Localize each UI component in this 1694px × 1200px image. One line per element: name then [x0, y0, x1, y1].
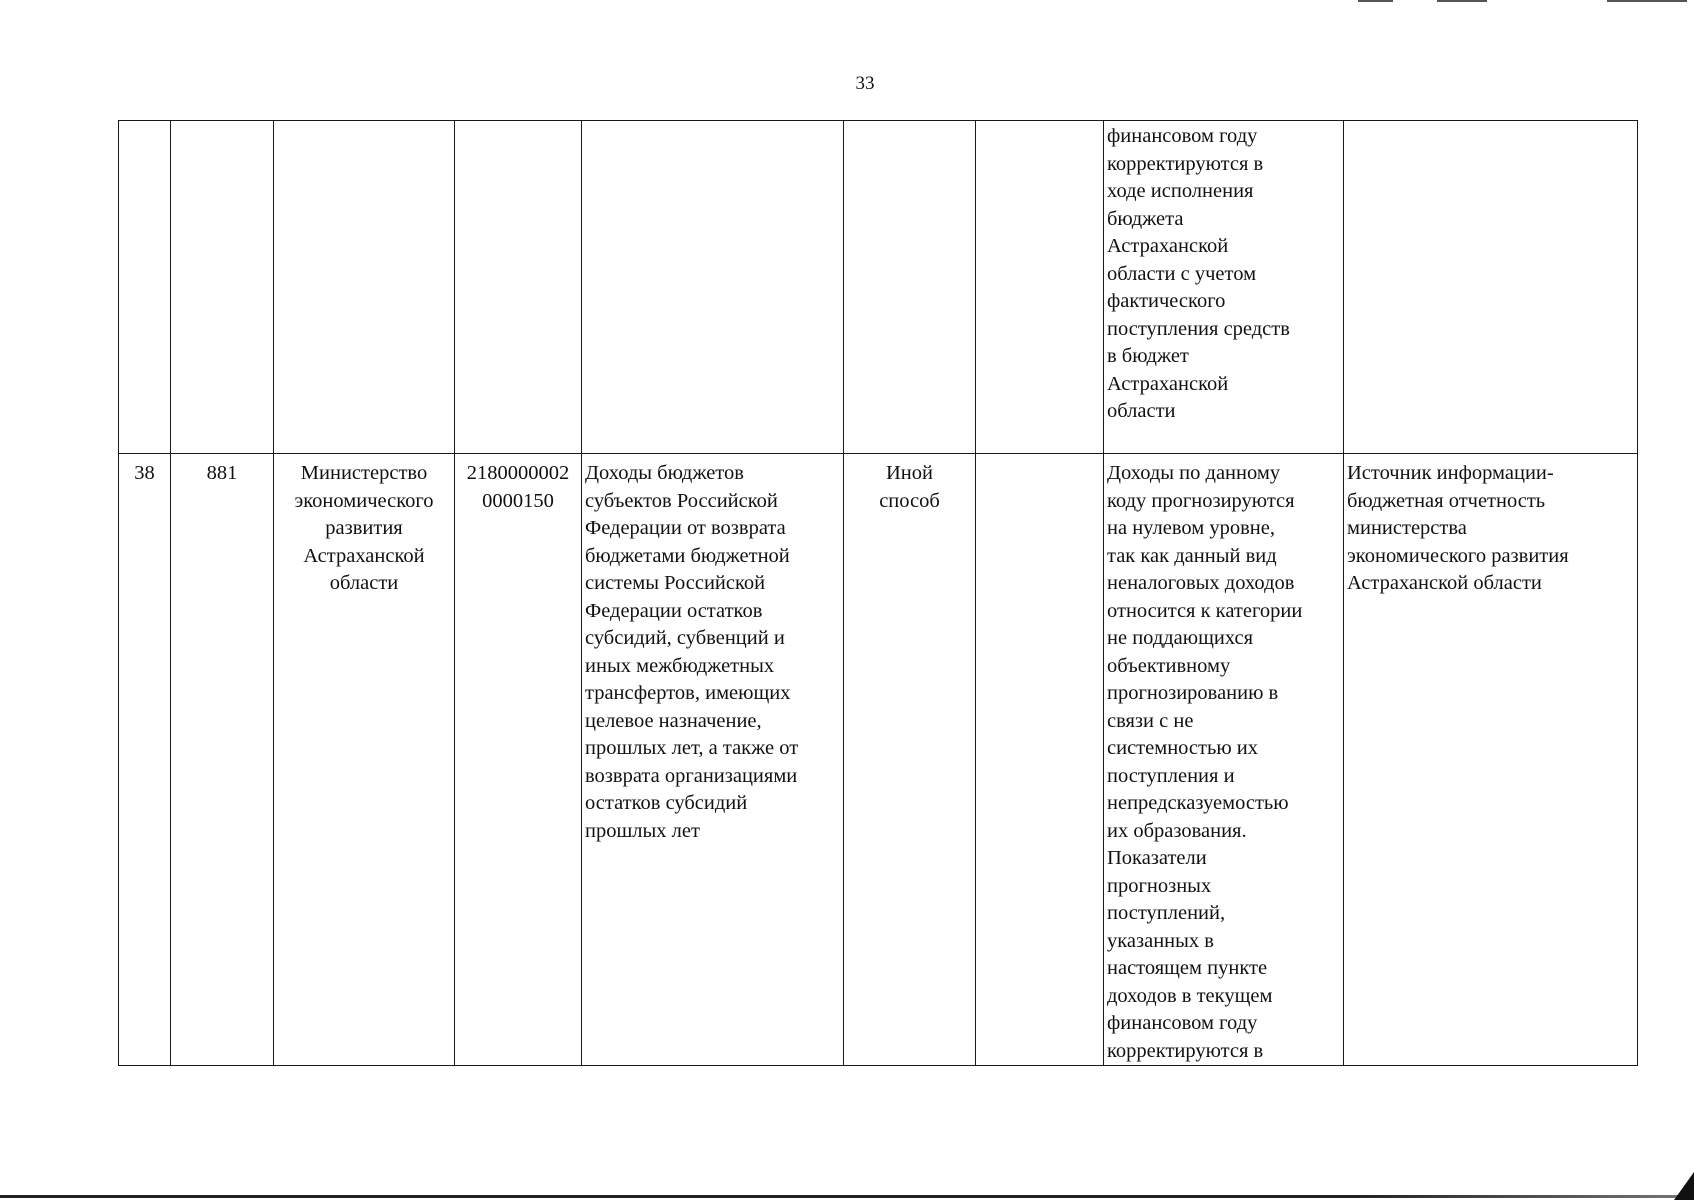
table-row	[119, 121, 1638, 454]
admin-name-cell	[274, 121, 455, 454]
calc-method-cell: Иной способ	[844, 454, 976, 1066]
formula-cell	[976, 454, 1104, 1066]
calc-method-cell	[844, 121, 976, 454]
scan-edge-artifact	[1437, 0, 1487, 2]
admin-code-cell: 881	[171, 454, 274, 1066]
source-cell	[1344, 121, 1638, 454]
income-name-cell	[582, 121, 844, 454]
admin-name-cell: Министерство экономического развития Астраханской области	[274, 454, 455, 1066]
kbk-code-cell: 2180000002 0000150	[455, 454, 582, 1066]
calc-note-cell: Доходы по данному коду прогнозируются на нулевом уровне, так как данный вид неналоговых доходов относится к категории не поддающихся объективному прогнозированию в связи с не системностью их поступления и непредсказуемостью их образования. Показатели прогнозных поступлений, указанных в настоящем пункте доходов в текущем финансовом году корректируются в	[1104, 454, 1344, 1066]
row-number-cell: 38	[119, 454, 171, 1066]
calc-note-cell: финансовом году корректируются в ходе исполнения бюджета Астраханской области с учетом фактического поступления средств в бюджет Астраханской области	[1104, 121, 1344, 454]
scan-edge-artifact	[1358, 0, 1393, 2]
source-cell: Источник информации- бюджетная отчетность министерства экономического развития Астраханской области	[1344, 454, 1638, 1066]
table-row	[119, 454, 1638, 1066]
scan-bottom-edge	[0, 1195, 1694, 1198]
admin-code-cell	[171, 121, 274, 454]
row-number-cell	[119, 121, 171, 454]
formula-cell	[976, 121, 1104, 454]
page-number: 33	[855, 73, 875, 94]
methodology-table	[118, 120, 1638, 1066]
scan-corner-artifact	[1674, 1172, 1694, 1200]
scan-edge-artifact	[1607, 0, 1687, 2]
kbk-code-cell	[455, 121, 582, 454]
income-name-cell: Доходы бюджетов субъектов Российской Федерации от возврата бюджетами бюджетной системы Российской Федерации остатков субсидий, субвенций и иных межбюджетных трансфертов, имеющих целевое назначение, прошлых лет, а также от возврата организациями остатков субсидий прошлых лет	[582, 454, 844, 1066]
